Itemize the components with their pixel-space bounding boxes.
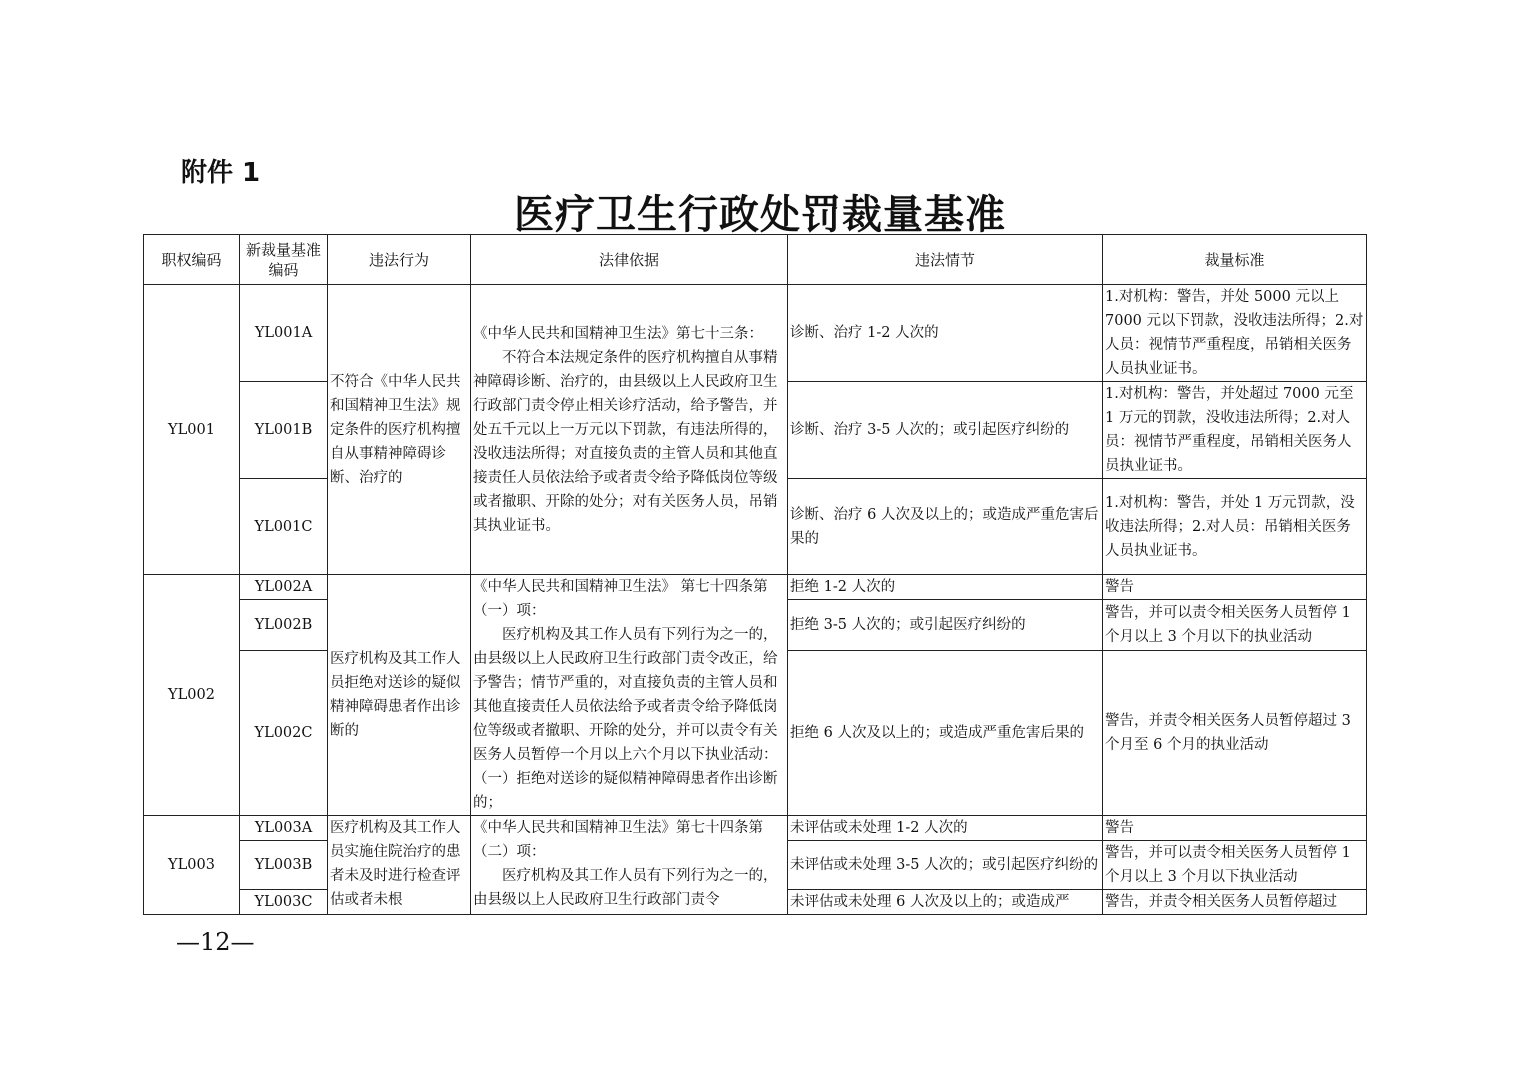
header-new-code: 新裁量基准编码 (240, 235, 328, 285)
standard-cell: 1.对机构：警告，并处超过 7000 元至 1 万元的罚款，没收违法所得；2.对人员：视情节严重程度，吊销相关医务人员执业证书。 (1103, 382, 1367, 479)
header-standard: 裁量标准 (1103, 235, 1367, 285)
code-cell: YL003 (144, 816, 240, 915)
circumstance-cell: 未评估或未处理 3-5 人次的；或引起医疗纠纷的 (788, 841, 1103, 890)
sub-code-cell: YL001A (240, 285, 328, 382)
violation-cell: 医疗机构及其工作人员拒绝对送诊的疑似精神障碍患者作出诊断的 (328, 575, 471, 816)
standard-cell: 警告，并责令相关医务人员暂停超过 (1103, 890, 1367, 915)
circumstance-cell: 未评估或未处理 6 人次及以上的；或造成严 (788, 890, 1103, 915)
sub-code-cell: YL001B (240, 382, 328, 479)
standard-cell: 1.对机构：警告，并处 1 万元罚款，没收违法所得；2.对人员：吊销相关医务人员执业证书。 (1103, 479, 1367, 575)
code-cell: YL002 (144, 575, 240, 816)
basis-body: 医疗机构及其工作人员有下列行为之一的，由县级以上人民政府卫生行政部门责令改正，给予警告；情节严重的，对直接负责的主管人员和其他直接责任人员依法给予或者责令给予降低岗位等级或者撤职、开除的处分，并可以责令有关医务人员暂停一个月以上六个月以下执业活动：（一）拒绝对送诊的疑似精神障碍患者作出诊断的； (473, 627, 778, 811)
circumstance-cell: 拒绝 3-5 人次的；或引起医疗纠纷的 (788, 600, 1103, 651)
circumstance-cell: 拒绝 6 人次及以上的；或造成严重危害后果的 (788, 651, 1103, 816)
standard-cell: 警告，并责令相关医务人员暂停超过 3 个月至 6 个月的执业活动 (1103, 651, 1367, 816)
sub-code-cell: YL002C (240, 651, 328, 816)
sub-code-cell: YL003A (240, 816, 328, 841)
sub-code-cell: YL002A (240, 575, 328, 600)
standard-cell: 1.对机构：警告，并处 5000 元以上 7000 元以下罚款，没收违法所得；2.对人员：视情节严重程度，吊销相关医务人员执业证书。 (1103, 285, 1367, 382)
circumstance-cell: 诊断、治疗 6 人次及以上的；或造成严重危害后果的 (788, 479, 1103, 575)
standard-cell: 警告 (1103, 816, 1367, 841)
circumstance-cell: 诊断、治疗 3-5 人次的；或引起医疗纠纷的 (788, 382, 1103, 479)
circumstance-cell: 未评估或未处理 1-2 人次的 (788, 816, 1103, 841)
basis-head: 《中华人民共和国精神卫生法》第七十三条： (473, 325, 763, 342)
table-row (144, 575, 1367, 600)
sub-code-cell: YL003B (240, 841, 328, 890)
sub-code-cell: YL001C (240, 479, 328, 575)
page-number: —12— (176, 928, 255, 956)
table-row (144, 285, 1367, 382)
basis-body: 不符合本法规定条件的医疗机构擅自从事精神障碍诊断、治疗的，由县级以上人民政府卫生行政部门责令停止相关诊疗活动，给予警告，并处五千元以上一万元以下罚款，有违法所得的，没收违法所得；对直接负责的主管人员和其他直接责任人员依法给予或者责令给予降低岗位等级或者撤职、开除的处分；对有关医务人员，吊销其执业证书。 (473, 349, 778, 534)
violation-cell: 医疗机构及其工作人员实施住院治疗的患者未及时进行检查评估或者未根 (328, 816, 471, 915)
standard-cell: 警告，并可以责令相关医务人员暂停 1 个月以上 3 个月以下的执业活动 (1103, 600, 1367, 651)
violation-cell: 不符合《中华人民共和国精神卫生法》规定条件的医疗机构擅自从事精神障碍诊断、治疗的 (328, 285, 471, 575)
header-row (144, 235, 1367, 285)
circumstance-cell: 拒绝 1-2 人次的 (788, 575, 1103, 600)
code-cell: YL001 (144, 285, 240, 575)
header-code: 职权编码 (144, 235, 240, 285)
sub-code-cell: YL002B (240, 600, 328, 651)
header-circumstance: 违法情节 (788, 235, 1103, 285)
standard-cell: 警告 (1103, 575, 1367, 600)
penalty-table (143, 234, 1367, 915)
table-row (144, 816, 1367, 841)
basis-head: 《中华人民共和国精神卫生法》第七十四条第（二）项： (473, 820, 763, 860)
basis-cell (471, 575, 788, 816)
basis-head: 《中华人民共和国精神卫生法》 第七十四条第（一）项： (473, 579, 768, 619)
header-violation: 违法行为 (328, 235, 471, 285)
standard-cell: 警告，并可以责令相关医务人员暂停 1 个月以上 3 个月以下执业活动 (1103, 841, 1367, 890)
attachment-label: 附件 1 (181, 158, 261, 188)
sub-code-cell: YL003C (240, 890, 328, 915)
basis-cell (471, 285, 788, 575)
header-basis: 法律依据 (471, 235, 788, 285)
circumstance-cell: 诊断、治疗 1-2 人次的 (788, 285, 1103, 382)
document-title: 医疗卫生行政处罚裁量基准 (514, 191, 1006, 238)
basis-body: 医疗机构及其工作人员有下列行为之一的，由县级以上人民政府卫生行政部门责令 (473, 868, 778, 908)
basis-cell (471, 816, 788, 915)
